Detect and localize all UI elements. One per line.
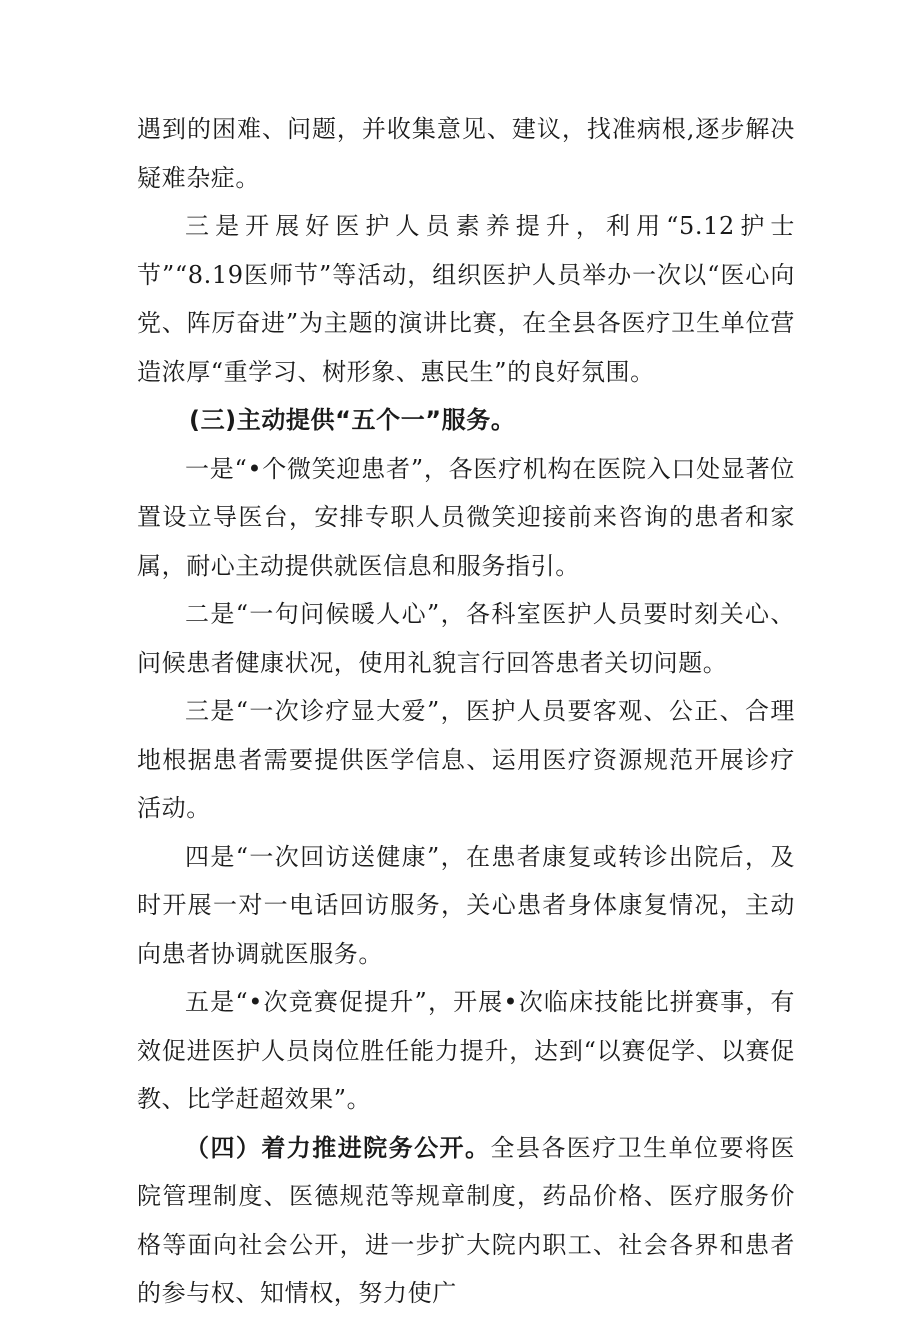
paragraph-skills-improvement: 三是开展好医护人员素养提升，利用“5.12护士节”“8.19医师节”等活动，组织医护人员举办一次以“医心向党、阵厉奋进”为主题的演讲比赛，在全县各医疗卫生单位营造浓厚“重学习、树形象、惠民生”的良好氛围。 [137,212,795,386]
paragraph-smile-greeting: 一是“•个微笑迎患者”，各医疗机构在医院入口处显著位置设立导医台，安排专职人员微笑迎接前来咨询的患者和家属，耐心主动提供就医信息和服务指引。 [137,454,795,580]
section-heading-four: （四）着力推进院务公开。 [185,1133,491,1162]
paragraph-follow-up: 四是“一次回访送健康”，在患者康复或转诊出院后，及时开展一对一电话回访服务，关心患者身体康复情况，主动向患者协调就医服务。 [137,842,795,968]
paragraph-competition: 五是“•次竞赛促提升”，开展•次临床技能比拼赛事，有效促进医护人员岗位胜任能力提升，达到“以赛促学、以赛促教、比学赶超效果”。 [137,988,795,1113]
document-body [137,105,795,1318]
paragraph-diagnosis: 三是“一次诊疗显大爱”，医护人员要客观、公正、合理地根据患者需要提供医学信息、运用医疗资源规范开展诊疗活动。 [137,697,795,822]
section-heading-three: (三)主动提供“五个一”服务。 [189,406,516,434]
section-four-body: 全县各医疗卫生单位要将医院管理制度、医德规范等规章制度，药品价格、医疗服务价格等面向社会公开，进一步扩大院内职工、社会各界和患者的参与权、知情权，努力使广 [137,1133,795,1307]
paragraph-warm-greeting: 二是“一句问候暖人心”，各科室医护人员要时刻关心、问候患者健康状况，使用礼貌言行回答患者关切问题。 [137,600,795,677]
paragraph-continuation: 遇到的困难、问题，并收集意见、建议，找准病根,逐步解决疑难杂症。 [137,115,795,192]
paragraph-section-four [137,1124,795,1318]
